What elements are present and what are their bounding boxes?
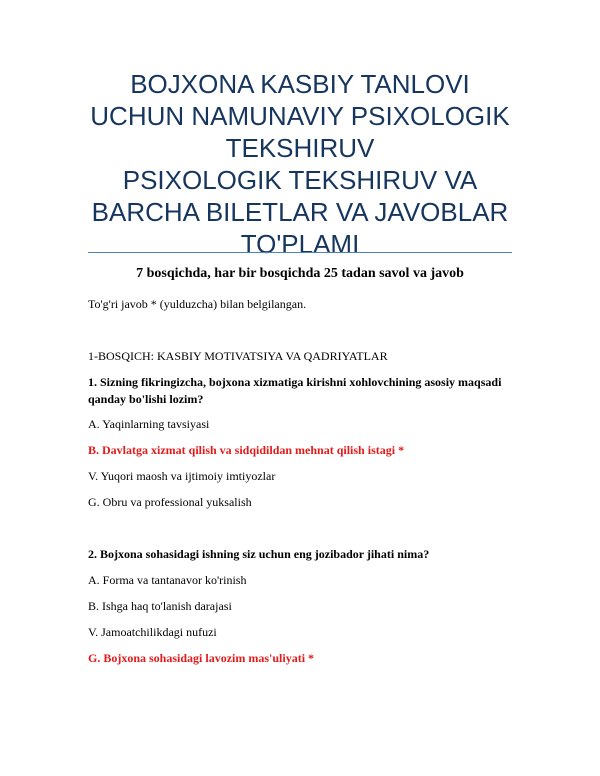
question-2-option-g-correct: G. Bojxona sohasidagi lavozim mas'uliyati * [88,651,315,665]
question-2-option-a: A. Forma va tantanavor ko'rinish [88,573,247,587]
document-title [88,68,512,260]
question-1-option-b-correct: B. Davlatga xizmat qilish va sidqidildan mehnat qilish istagi * [88,443,405,457]
document-subtitle: 7 bosqichda, har bir bosqichda 25 tadan savol va javob [136,266,464,281]
question-2-option-v: V. Jamoatchilikdagi nufuzi [88,625,217,639]
title-line: BOJXONA KASBIY TANLOVI [130,69,470,99]
question-1-option-g: G. Obru va professional yuksalish [88,495,252,509]
question-2: 2. Bojxona sohasidagi ishning siz uchun eng jozibador jihati nima? [88,547,430,561]
title-line: PSIXOLOGIK TEKSHIRUV VA [122,165,478,195]
question-1: 1. Sizning fikringizcha, bojxona xizmatiga kirishni xohlovchining asosiy maqsadi qanday bo'lishi lozim? [88,375,502,406]
title-line: TEKSHIRUV [225,133,375,163]
question-2-option-b: B. Ishga haq to'lanish darajasi [88,599,232,613]
title-line: BARCHA BILETLAR VA JAVOBLAR [91,197,509,227]
title-line: TO'PLAMI [240,229,360,259]
answer-key-note: To'g'ri javob * (yulduzcha) bilan belgilangan. [88,297,307,311]
question-1-option-v: V. Yuqori maosh va ijtimoiy imtiyozlar [88,469,276,483]
section-heading: 1-BOSQICH: KASBIY MOTIVATSIYA VA QADRIYATLAR [88,349,388,363]
title-divider [88,252,512,253]
title-line: UCHUN NAMUNAVIY PSIXOLOGIK [90,101,510,131]
question-1-option-a: A. Yaqinlarning tavsiyasi [88,417,210,431]
